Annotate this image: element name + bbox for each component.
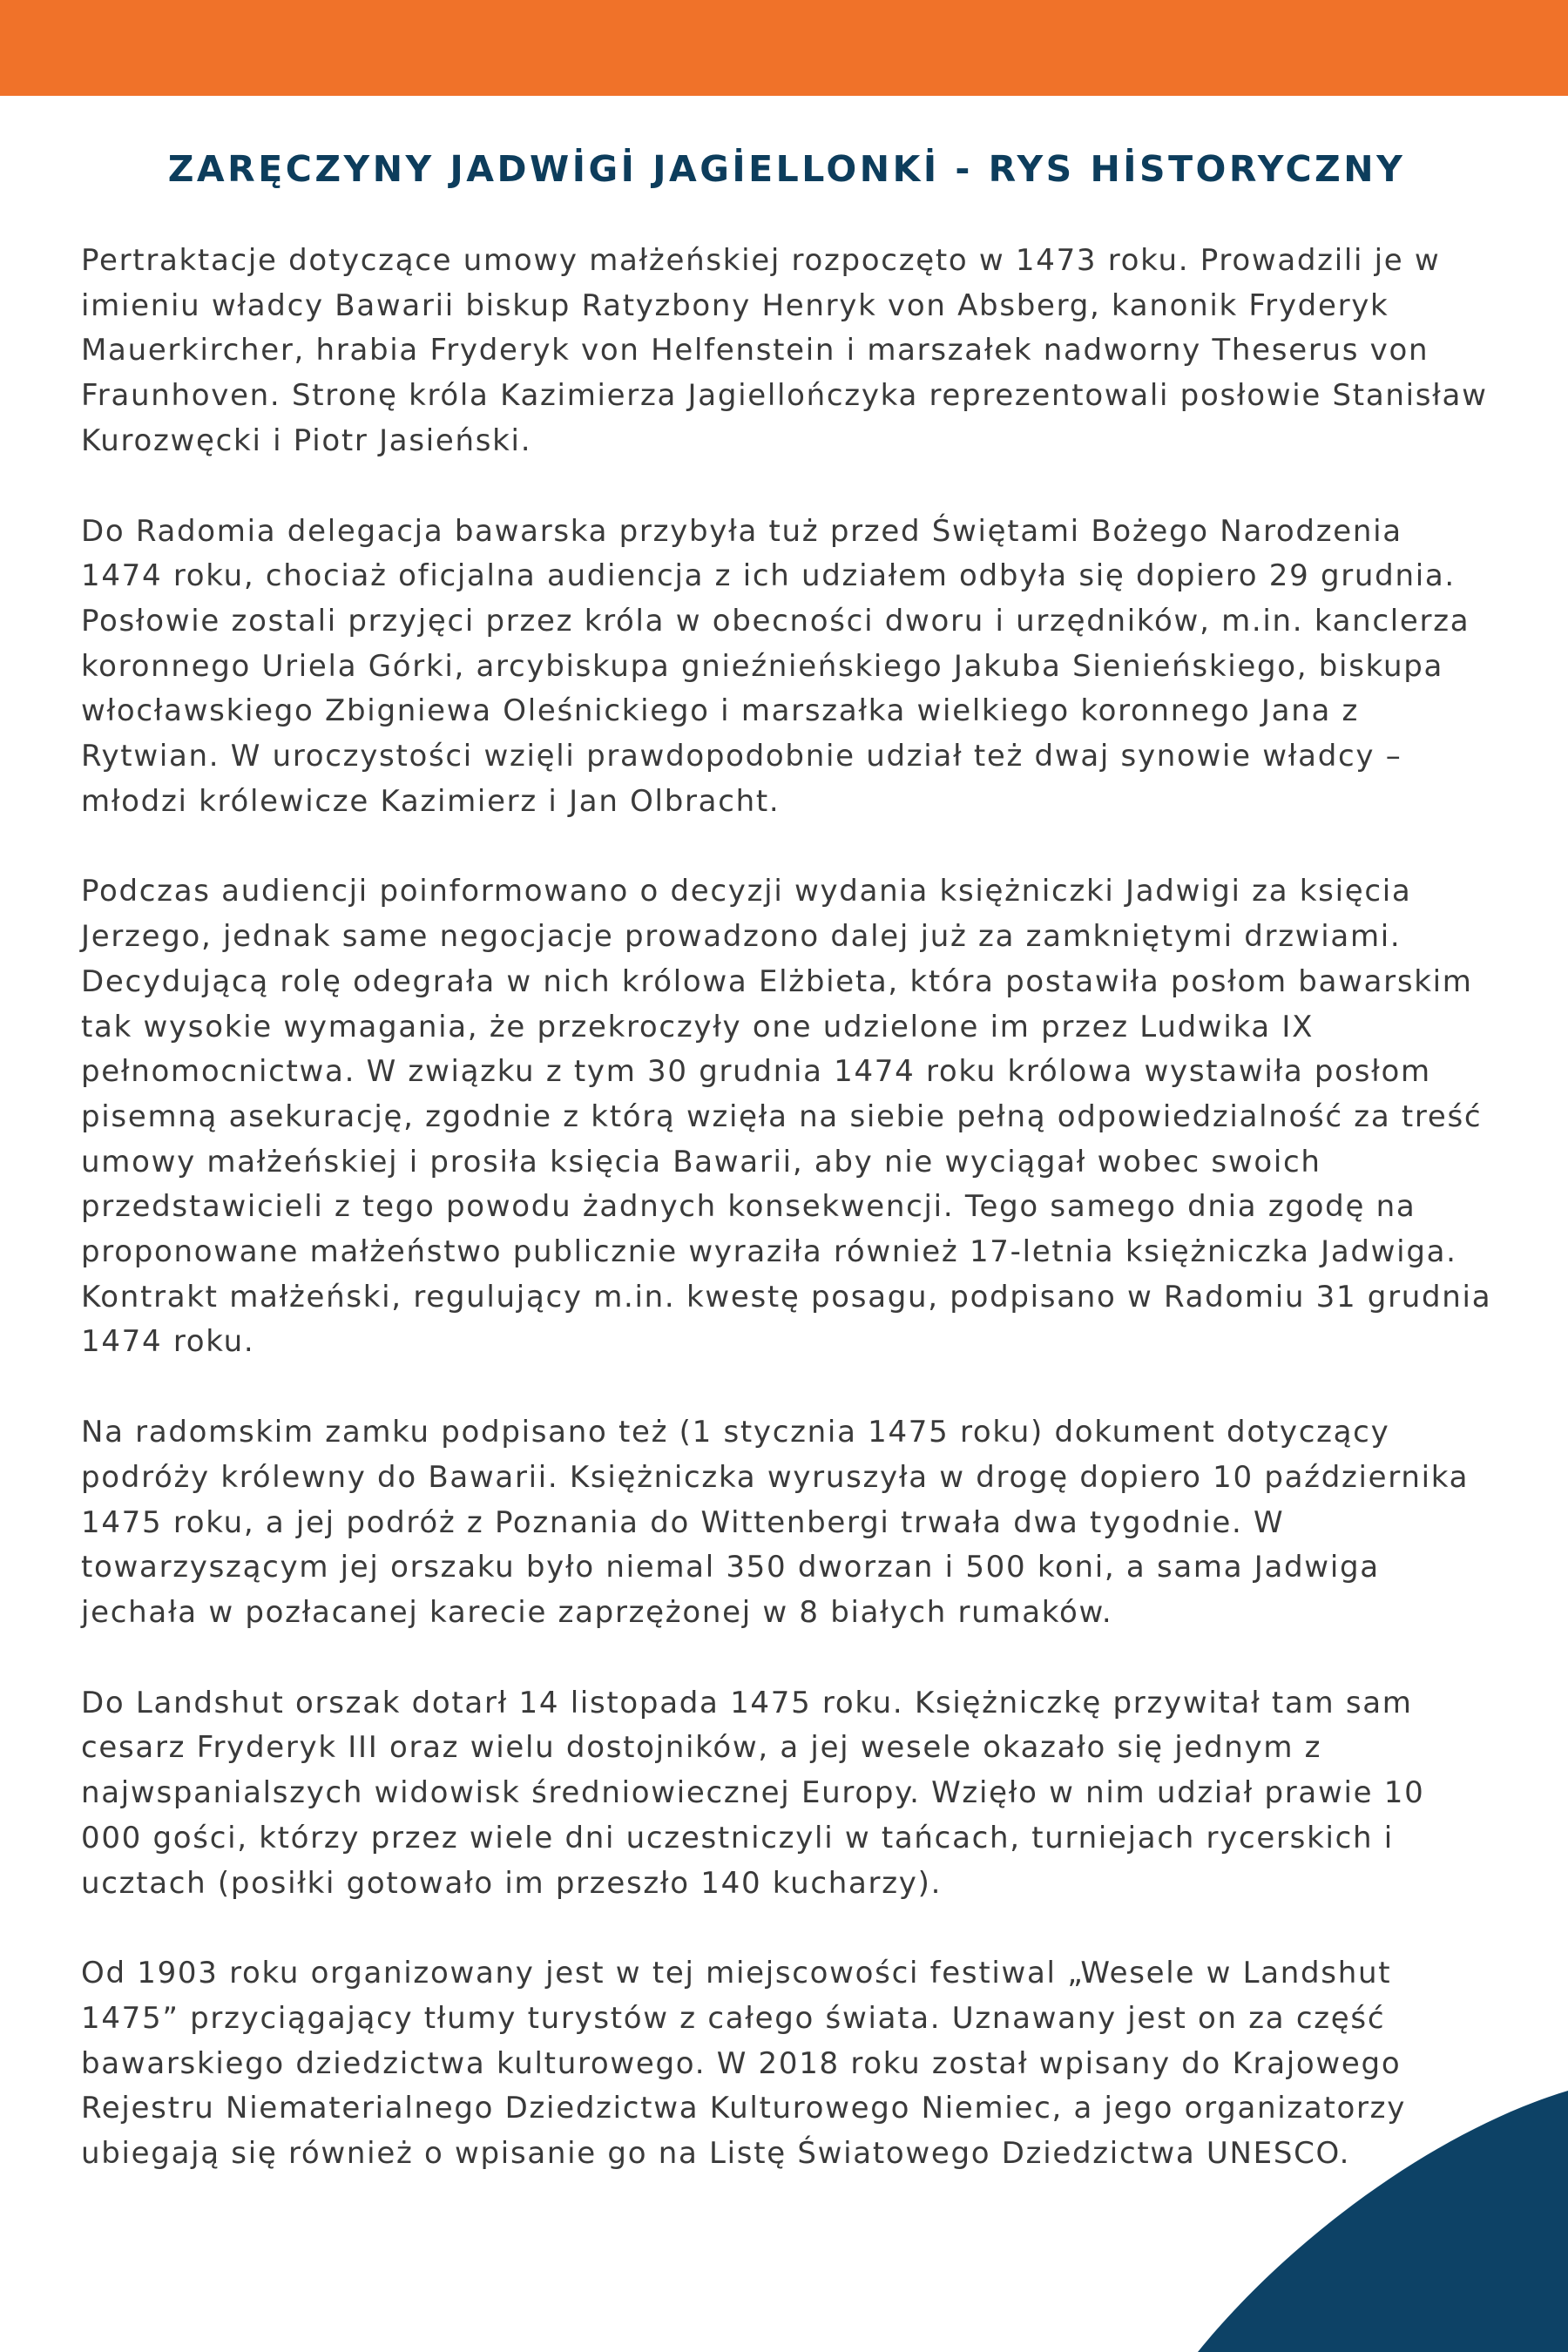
document-title: ZARĘCZYNY JADWİGİ JAGİELLONKİ - RYS HİSTORYCZNY <box>167 148 1406 190</box>
paragraph-negotiations: Pertraktacje dotyczące umowy małżeńskiej rozpoczęto w 1473 roku. Prowadzili je w imieniu władcy Bawarii biskup Ratyzbony Henryk von Absberg, kanonik Fryderyk Mauerkircher, hrabia Fryderyk von Helfenstein i marszałek nadworny Theserus von Fraunhoven. Stronę króla Kazimierza Jagiellończyka reprezentowali posłowie Stanisław Kurozwęcki i Piotr Jasieński. <box>81 243 1488 458</box>
paragraph-journey: Na radomskim zamku podpisano też (1 stycznia 1475 roku) dokument dotyczący podróży królewny do Bawarii. Księżniczka wyruszyła w drogę dopiero 10 października 1475 roku, a jej podróż z Poznania do Wittenbergi trwała dwa tygodnie. W towarzyszącym jej orszaku było niemal 350 dworzan i 500 koni, a sama Jadwiga jechała w pozłacanej karecie zaprzężonej w 8 białych rumaków. <box>81 1415 1470 1630</box>
paragraph-landshut-wedding: Do Landshut orszak dotarł 14 listopada 1475 roku. Księżniczkę przywitał tam sam cesarz Fryderyk III oraz wielu dostojników, a jej wesele okazało się jednym z najwspanialszych widowisk średniowiecznej Europy. Wzięło w nim udział prawie 10 000 gości, którzy przez wiele dni uczestniczyli w tańcach, turniejach rycerskich i ucztach (posiłki gotowało im przeszło 140 kucharzy). <box>81 1685 1425 1901</box>
paragraph-festival: Od 1903 roku organizowany jest w tej miejscowości festiwal „Wesele w Landshut 1475” przyciągający tłumy turystów z całego świata. Uznawany jest on za część bawarskiego dziedzictwa kulturowego. W 2018 roku został wpisany do Krajowego Rejestru Niematerialnego Dziedzictwa Kulturowego Niemiec, a jego organizatorzy ubiegają się również o wpisanie go na Listę Światowego Dziedzictwa UNESCO. <box>81 1956 1407 2172</box>
paragraph-audience: Podczas audiencji poinformowano o decyzji wydania księżniczki Jadwigi za księcia Jerzego, jednak same negocjacje prowadzono dalej już za zamkniętymi drzwiami. Decydującą rolę odegrała w nich królowa Elżbieta, która postawiła posłom bawarskim tak wysokie wymagania, że przekroczyły one udzielone im przez Ludwika IX pełnomocnictwa. W związku z tym 30 grudnia 1474 roku królowa wystawiła posłom pisemną asekurację, zgodnie z którą wzięła na siebie pełną odpowiedzialność za treść umowy małżeńskiej i prosiła księcia Bawarii, aby nie wyciągał wobec swoich przedstawicieli z tego powodu żadnych konsekwencji. Tego samego dnia zgodę na proponowane małżeństwo publicznie wyraziła również 17-letnia księżniczka Jadwiga. Kontrakt małżeński, regulujący m.in. kwestę posagu, podpisano w Radomiu 31 grudnia 1474 roku. <box>81 874 1492 1360</box>
paragraph-radom-delegation: Do Radomia delegacja bawarska przybyła tuż przed Świętami Bożego Narodzenia 1474 roku, chociaż oficjalna audiencja z ich udziałem odbyła się dopiero 29 grudnia. Posłowie zostali przyjęci przez króla w obecności dworu i urzędników, m.in. kanclerza koronnego Uriela Górki, arcybiskupa gnieźnieńskiego Jakuba Sienieńskiego, biskupa włocławskiego Zbigniewa Oleśnickiego i marszałka wielkiego koronnego Jana z Rytwian. W uroczystości wzięli prawdopodobnie udział też dwaj synowie władcy – młodzi królewicze Kazimierz i Jan Olbracht. <box>81 513 1470 819</box>
document-body <box>81 148 1492 2222</box>
corner-wave-shape <box>1198 2091 1568 2352</box>
top-accent-bar <box>0 0 1568 96</box>
corner-decoration <box>1185 2091 1568 2352</box>
